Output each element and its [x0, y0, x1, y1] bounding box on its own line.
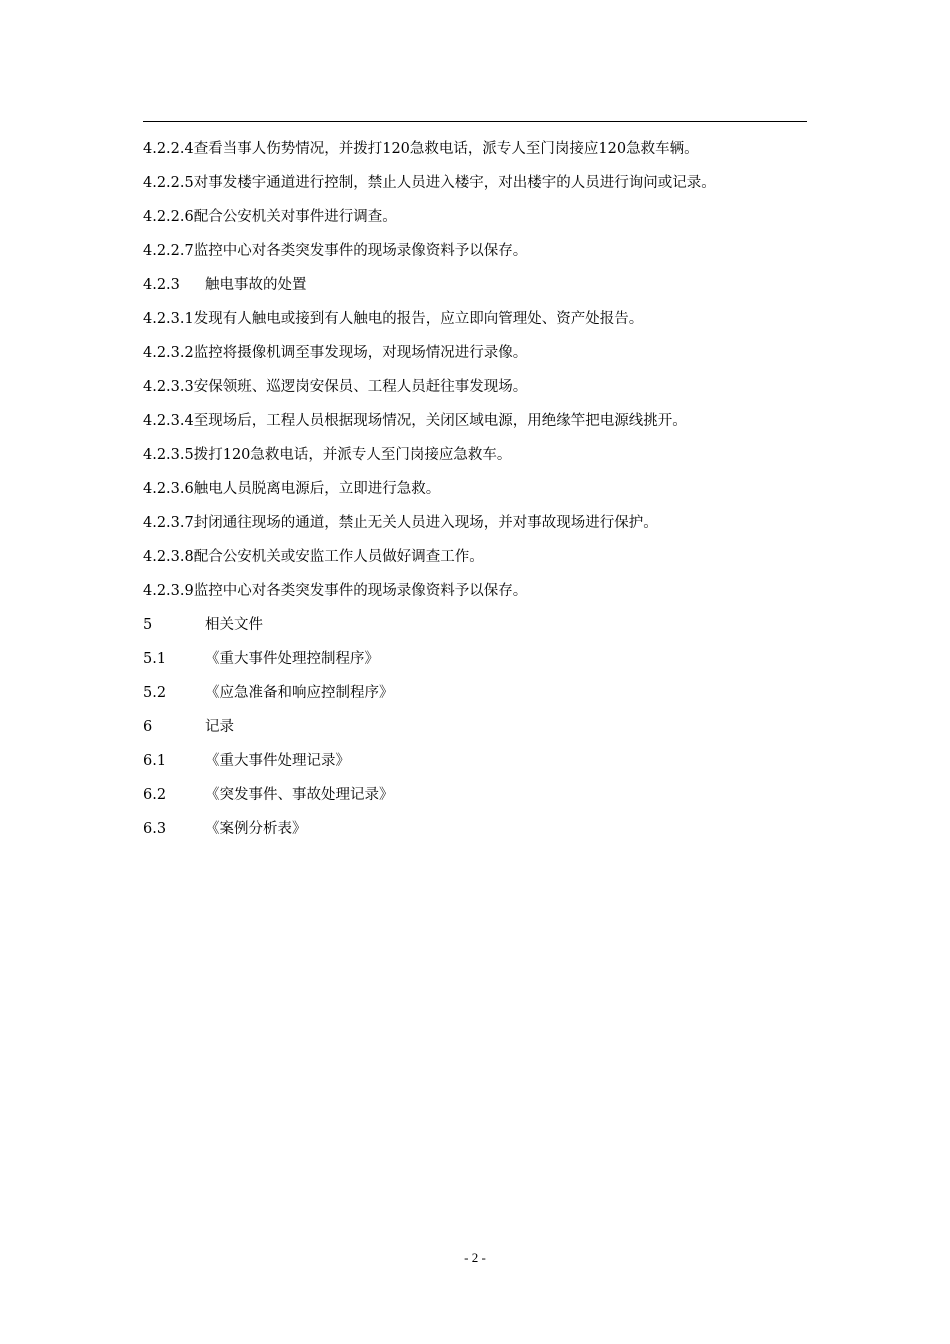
clause-text: 发现有人触电或接到有人触电的报告，应立即向管理处、资产处报告。: [193, 311, 644, 327]
section-title: 相关文件: [205, 617, 263, 633]
document-reference: 《应急准备和响应控制程序》: [205, 685, 394, 701]
item-6-1: [143, 744, 807, 778]
clause-4-2-3-9: [143, 574, 807, 608]
clause-4-2-3-6: [143, 472, 807, 506]
item-number: 6.1: [143, 753, 167, 769]
clause-number: 4.2.2.5: [143, 175, 194, 191]
record-reference: 《案例分析表》: [205, 821, 307, 837]
clause-4-2-2-7: [143, 234, 807, 268]
clause-number: 4.2.3.7: [143, 515, 194, 531]
clause-number: 4.2.2.7: [143, 243, 194, 259]
clause-number: 4.2.2.4: [143, 141, 194, 157]
clause-4-2-3-1: [143, 302, 807, 336]
page-number: - 2 -: [464, 1250, 486, 1265]
clause-4-2-2-4: [143, 132, 807, 166]
clause-number: 4.2.3.8: [143, 549, 194, 565]
clause-number: 4.2.3.4: [143, 413, 194, 429]
item-5-2: [143, 676, 807, 710]
item-5-1: [143, 642, 807, 676]
clause-4-2-3-8: [143, 540, 807, 574]
section-number: 6: [143, 719, 153, 735]
clause-text: 监控将摄像机调至事发现场，对现场情况进行录像。: [193, 345, 528, 361]
clause-text: 对事发楼宇通道进行控制，禁止人员进入楼宇，对出楼宇的人员进行询问或记录。: [193, 175, 716, 191]
clause-text: 监控中心对各类突发事件的现场录像资料予以保存。: [193, 243, 528, 259]
clause-text: 安保领班、巡逻岗安保员、工程人员赶往事发现场。: [193, 379, 528, 395]
clause-4-2-3-4: [143, 404, 807, 438]
clause-number: 4.2.2.6: [143, 209, 194, 225]
record-reference: 《突发事件、事故处理记录》: [205, 787, 394, 803]
clause-text: 至现场后，工程人员根据现场情况，关闭区域电源，用绝缘竿把电源线挑开。: [193, 413, 687, 429]
item-6-2: [143, 778, 807, 812]
clause-number: 4.2.3.9: [143, 583, 194, 599]
record-reference: 《重大事件处理记录》: [205, 753, 350, 769]
clause-text: 拨打120急救电话，并派专人至门岗接应急救车。: [193, 447, 512, 463]
clause-text: 触电人员脱离电源后，立即进行急救。: [193, 481, 441, 497]
clause-text: 监控中心对各类突发事件的现场录像资料予以保存。: [193, 583, 528, 599]
clause-4-2-2-6: [143, 200, 807, 234]
section-title: 记录: [205, 719, 234, 735]
clause-text: 查看当事人伤势情况，并拨打120急救电话，派专人至门岗接应120急救车辆。: [193, 141, 699, 157]
clause-text: 封闭通往现场的通道，禁止无关人员进入现场，并对事故现场进行保护。: [193, 515, 658, 531]
section-4-2-3: [143, 268, 807, 302]
document-body: [143, 132, 807, 846]
section-title: 触电事故的处置: [205, 277, 307, 293]
clause-4-2-3-2: [143, 336, 807, 370]
section-5: [143, 608, 807, 642]
clause-number: 4.2.3.6: [143, 481, 194, 497]
section-6: [143, 710, 807, 744]
section-number: 5: [143, 617, 153, 633]
clause-number: 4.2.3.3: [143, 379, 194, 395]
clause-4-2-3-3: [143, 370, 807, 404]
clause-number: 4.2.3.2: [143, 345, 194, 361]
section-number: 4.2.3: [143, 277, 180, 293]
clause-number: 4.2.3.1: [143, 311, 194, 327]
header-rule: [143, 121, 807, 122]
clause-4-2-3-7: [143, 506, 807, 540]
clause-text: 配合公安机关对事件进行调查。: [193, 209, 397, 225]
clause-4-2-3-5: [143, 438, 807, 472]
clause-4-2-2-5: [143, 166, 807, 200]
clause-text: 配合公安机关或安监工作人员做好调查工作。: [193, 549, 484, 565]
document-reference: 《重大事件处理控制程序》: [205, 651, 379, 667]
item-6-3: [143, 812, 807, 846]
item-number: 6.3: [143, 821, 167, 837]
item-number: 5.1: [143, 651, 167, 667]
clause-number: 4.2.3.5: [143, 447, 194, 463]
item-number: 5.2: [143, 685, 167, 701]
item-number: 6.2: [143, 787, 167, 803]
